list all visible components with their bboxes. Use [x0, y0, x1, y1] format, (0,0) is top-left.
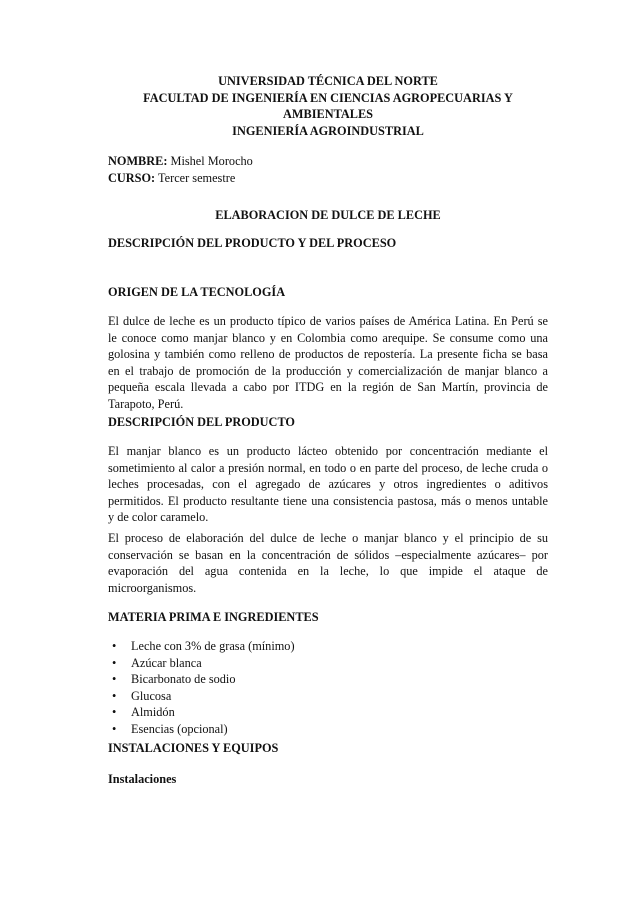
document-title: ELABORACION DE DULCE DE LECHE: [215, 208, 441, 222]
paragraph-line: Tarapoto, Perú.: [108, 396, 184, 411]
course-label: CURSO:: [108, 170, 156, 185]
course-row: [108, 170, 253, 187]
paragraph-line: El dulce de leche es un producto típico de varios países de América Latina. En Perú se: [108, 314, 548, 328]
list-item: • Leche con 3% de grasa (mínimo): [108, 638, 295, 655]
paragraph-line: conservación se basan en la concentración de sólidos –especialmente azúcares– por: [108, 547, 548, 562]
name-value: Mishel Morocho: [167, 154, 253, 168]
program-name: INGENIERÍA AGROINDUSTRIAL: [232, 123, 424, 138]
list-item: • Bicarbonato de sodio: [108, 671, 295, 688]
heading-materia-prima: MATERIA PRIMA E INGREDIENTES: [108, 610, 319, 624]
paragraph-producto-1: [108, 443, 548, 526]
paragraph-line: El proceso de elaboración del dulce de leche o manjar blanco y el principio de su: [108, 531, 548, 545]
paragraph-line: en el trabajo de promoción de la producción y comercialización de manjar blanco a: [108, 363, 548, 378]
paragraph-line: golosina y también como relleno de productos de repostería. La presente ficha se basa: [108, 347, 548, 362]
paragraph-line: sometimiento al calor a presión normal, en todo o en parte del proceso, de leche cruda o: [108, 460, 548, 475]
heading-descripcion-general: DESCRIPCIÓN DEL PRODUCTO Y DEL PROCESO: [108, 236, 397, 250]
paragraph-line: evaporación del agua contenida en la leche, lo que impide el ataque de: [108, 564, 548, 579]
paragraph-line: le conoce como manjar blanco y en Colombia como arequipe. Se consume como una: [108, 330, 548, 345]
student-info: [108, 153, 253, 186]
name-label: NOMBRE:: [108, 154, 168, 168]
paragraph-producto-2: [108, 530, 548, 596]
paragraph-line: leches procesadas, con el agregado de azúcares y otros ingredientes o aditivos: [108, 477, 548, 492]
faculty-name-line2: AMBIENTALES: [283, 107, 373, 121]
list-item: • Glucosa: [108, 688, 295, 705]
list-item: • Almidón: [108, 704, 295, 721]
subheading-instalaciones: Instalaciones: [108, 772, 177, 786]
list-item: • Esencias (opcional): [108, 721, 295, 738]
paragraph-line: El manjar blanco es un producto lácteo obtenido por concentración mediante el: [108, 444, 548, 458]
heading-descripcion-producto: DESCRIPCIÓN DEL PRODUCTO: [108, 415, 295, 429]
heading-instalaciones-equipos: INSTALACIONES Y EQUIPOS: [108, 741, 279, 755]
document-header: [108, 73, 548, 139]
university-name: UNIVERSIDAD TÉCNICA DEL NORTE: [218, 74, 438, 88]
paragraph-line: permitidos. El producto resultante tiene una consistencia pastosa, más o menos untable: [108, 493, 548, 508]
list-item: • Azúcar blanca: [108, 655, 295, 672]
course-value: Tercer semestre: [155, 170, 236, 185]
paragraph-line: pequeña escala llevada a cabo por ITDG en la región de San Martín, provincia de: [108, 380, 548, 395]
name-row: [108, 153, 253, 170]
ingredients-list: [108, 638, 295, 737]
paragraph-line: microorganismos.: [108, 580, 197, 595]
paragraph-origen: [108, 313, 548, 413]
paragraph-line: y de color caramelo.: [108, 510, 209, 525]
heading-origen: ORIGEN DE LA TECNOLOGÍA: [108, 285, 286, 299]
faculty-name-line1: FACULTAD DE INGENIERÍA EN CIENCIAS AGROPECUARIAS Y: [143, 90, 513, 105]
